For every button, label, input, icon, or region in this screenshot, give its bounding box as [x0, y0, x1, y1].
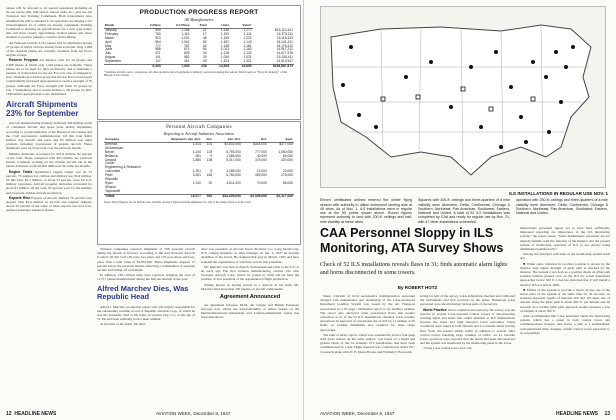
table-cell: 29: [202, 55, 207, 60]
caption-columns: [320, 198, 608, 222]
paragraph: "Some CAA control tower and com-: [423, 346, 473, 351]
table-cell: 1,142: [243, 51, 252, 56]
table-cell: March: [105, 35, 115, 40]
table-footnote: Notes: Beech figures do not include Jan. and Mar. Aeronca figures include shipment of L-16s to the Army which cost $11 each.: [104, 199, 252, 204]
paragraph: Widely known as having served as a director in his field, Mr. Marchev held more than 100 patents on aircraft components.: [201, 282, 299, 291]
paragraph: planes will be devoted to 22 special squadrons including an air-sea rescue unit, helicopters, liaison units, etc., plus the Air Transport and Training Commands. Both replacement rates submitted the ATC's standard C-54 operations are Boeing C-97 Stratofreighters 15 of which are already completed. Training Command is drawing up specifications for a new type trainer that will most closely approximate tactical planes and allow students to practice gunnery, rocketry and bombing.: [6, 6, 92, 40]
table-cell: 932: [202, 194, 213, 198]
table-cell: 1,050,000: [278, 149, 293, 154]
column-header: Shipments Jan.-Oct.: [157, 138, 202, 142]
table-cell: 1,085,000: [226, 153, 241, 158]
table-cell: $15,110,421: [274, 27, 293, 32]
paragraph-text: Exports of aircraft climbed 76 percent over August with $2.4 million in aircraft and engines shipped. About 65 percent of the value of these exports was new four-engined passenger transport planes.: [6, 195, 92, 213]
table-cell: Luscombe: [105, 169, 121, 174]
column-header: Value*: [230, 24, 253, 28]
column-header: Company: [104, 138, 157, 142]
bullet-text: Failure of the system to provide a check on any one of the seven parts of the system at the same time for 30 seconds. At standard approach speeds of between 100 and 125 mph, rate of descent along the glide path is about 600 ft. per minute and 30 seconds on a normal glide path approach would represent a loss of altitude of about 300 ft.: [520, 287, 610, 313]
paragraph: An agreement between KLM, Air Lingus and British European Airways now allows the interavailability of airline tickets on the Dublin-Manchester-Amsterdam and London-Amsterdam routes has been announced.: [201, 302, 299, 320]
column-header: Total: [190, 24, 207, 28]
table-cell: Beech: [105, 149, 115, 154]
table-cell: 1,140: [192, 149, 201, 154]
paragraph-text: Air Reserve calls for 34 groups and 2,368 planes of which only 1,244 planes are available. These planes are to be used for pilot proficiency and to maintain a nucleus of trained men for the Air Force in case of emergency. Gen. Vandenberg told that group that the Air Force would need a substantially increased appropriation to reach a strength of 70 groups. Although Air Force strength will reach 55 groups by Jan. 1 Vandenberg said it would decline to 48 groups by mid-1948 unless appropriations were maintained.: [6, 58, 92, 97]
table-cell: 14,913,517: [276, 59, 293, 64]
left-page: [0, 0, 304, 420]
table-cell: 1,148: [220, 43, 230, 48]
table-cell: 379,000: [254, 157, 267, 162]
section-label: HEADLINE NEWS: [14, 411, 57, 417]
table-cell: 22: [208, 180, 213, 185]
paragraph: munications personnel appear not to have been sufficiently impressed regarding the importance of the ILS monitoring system," the report stated. "Some maintenance personnel are not entirely familiar with the function of the monitor and the present system of monitoring operation of ILS is not always being administered satisfactorily.": [520, 226, 610, 252]
table-cell: 103: [206, 149, 213, 154]
table-cell: 1,163: [243, 47, 252, 52]
table-cell: 52: [202, 39, 207, 44]
table-cell: 420,000: [281, 157, 293, 162]
table-cell: 1,301: [192, 169, 201, 174]
paragraph: Sharp criticism of Civil Aeronautics Administration personnel charged with maintenance and monitoring of the CAA-sponsored Instrument Landing System was issued by the Air Transport Association in a 63 page confidential report to its member airlines. The report also disclosed some operational flaws that require correction at 31 of the 52 ILS installations checked. CAA recently announced its approval of operational use of ILS by 11 airlines at 45 fields on weather minimums now required for radio range approaches.: [320, 294, 415, 332]
table-cell: 14,677,976: [276, 51, 293, 56]
byline: By ROBERT HOTZ: [397, 285, 438, 290]
table-cell: Republic: [105, 177, 118, 182]
table-cell: 40,000: [256, 153, 267, 158]
table-cell: 14,917,212: [276, 47, 293, 52]
table-cell: 1,221: [243, 35, 252, 40]
table-cell: 1,160: [220, 35, 230, 40]
table-cell: 9: [210, 169, 213, 174]
table-title: PRODUCTION PROGRESS REPORT: [139, 9, 259, 16]
article-headline: Alfred Marchev Dies, Was Republic Head: [97, 283, 189, 302]
table-cell: 1,187: [220, 39, 230, 44]
table-cell: 909: [155, 27, 161, 32]
table-cell: September: [105, 59, 122, 64]
table-subtitle: All Manufacturers: [184, 17, 214, 22]
table-cell: $318,000: [253, 141, 267, 146]
table-cell: June: [105, 47, 113, 52]
paragraph-text: September's engine output was up 75 percent, 70 engines for civilian and military use $5.9 million. Of this total, $2.7 million, or about 31 percent, were for U.S. military customers. Aircraft propeller deliveries accounted for about $1 million. Of the total, 95 percent were for the military and 5 percent civilian aircraft production.: [6, 169, 92, 195]
table-footnote: * Includes aircraft, parts, conversions, all other products and all payments to military contractors during that period. Table based on "Facts for Industry" of the Bureau of the Census.: [104, 69, 287, 78]
us-outline: [331, 25, 591, 175]
table-cell: 588: [155, 47, 161, 52]
caption-col: Eleven certificated airlines entered the winter flying season with authority to utilize instrument landing aids at 45 cities. As of Nov. 1, ILS installations were in regular use at the 59 points shown above. Round figures represent authority to land with 200-ft. ceilings and half-mile visibility at these cities.: [320, 198, 412, 224]
table-cell: 1,423: [220, 59, 230, 64]
table-cell: 964: [155, 39, 161, 44]
table-cell: 275,000: [281, 173, 293, 178]
column-header: Jan.-Oct.: [213, 138, 242, 142]
table-cell: $3,631,000: [224, 141, 241, 146]
table-cell: 1,143: [243, 39, 252, 44]
table-cell: 1,148: [220, 27, 230, 32]
article-headline: Aircraft Shipments 23% for September: [6, 100, 79, 119]
production-table: [104, 24, 294, 69]
left-col-3: [201, 247, 299, 407]
table-cell: August: [105, 55, 116, 60]
table-cell: 674: [183, 47, 190, 52]
bullet-item: ■ While some variation in localizer position is shown by the monitor only signal strength of glide path is checked by the monitor. The present CAA devices a positive check on glide path position without ground crew on the ILS for actual instrument approaches below 300 ft. CAA has indicated that it will install a monitor ILS not before 1948.: [520, 261, 610, 287]
table-cell: 70,000: [256, 180, 267, 185]
table-cell: April: [105, 39, 112, 44]
table-cell: 39: [202, 59, 207, 64]
column-header: Oct.: [242, 138, 268, 142]
paragraph: Military deliveries accounted for $37.8 million, 82 percent of the total. These compared with $23 million the previous month. Complete working on the civilian aircraft ran in the planes delivered worth $249.6 million in the same six months.: [6, 151, 92, 169]
inline-heading: Engine Totals: [9, 169, 33, 174]
paragraph: acting for half of the survey. CAA technicians checked and calibrated the instruments and ILS receivers in the plane. Numerous CAA personnel were aboard during various parts of the survey.: [420, 294, 515, 307]
paragraph: chev was president of Aircraft Screw Products Co., Long Island City, N.Y. Joining Republic as sales manager on Jan. 1, 1937 he became chairman of the board. He resigned that post in March, 1945 and later founded the organization of which he was its first president.: [201, 247, 299, 264]
table-cell: 1,026: [220, 55, 230, 60]
paragraph: ATA recommended that CAA personnel check the monitoring system, which has a panel in both control tower and communications stations, and devise a plan at a standardized, well-publicized time; delegate certain control tower personnel to be responsible: [520, 314, 610, 335]
table-cell: 34: [202, 51, 207, 56]
table-cell: 777: [155, 43, 161, 48]
table-cell: 1,880: [192, 157, 201, 162]
paragraph: In addition, 146 civilian sales were reported, bringing the total of 11,717 planes manufactured during the first ten months of the year.: [97, 273, 195, 282]
table-cell: $34,009,000: [213, 194, 242, 198]
table-cell: 1,321: [243, 59, 252, 64]
column-header: 2-Place: [138, 24, 162, 28]
table-cell: 55,000: [282, 180, 293, 185]
table-cell: Taylorcraft: [105, 188, 121, 193]
table-cell: 451: [183, 59, 190, 64]
table-subtitle: Reporting to Aircraft Industries Association: [163, 131, 235, 136]
table-cell: 17: [202, 31, 207, 36]
table-cell: January: [105, 27, 117, 32]
column-header: Month: [104, 24, 138, 28]
left-col-2: [97, 247, 195, 407]
page-footer: [6, 411, 298, 417]
column-header: 3-4 Place: [162, 24, 191, 28]
table-cell: Cessna: [105, 157, 117, 162]
right-col-3: [520, 226, 610, 406]
paragraph: [420, 308, 515, 346]
right-page: [306, 0, 616, 420]
article-headline: Agreement Announced: [219, 294, 281, 301]
left-col-1: [6, 6, 92, 406]
table-cell: 471: [155, 51, 161, 56]
table-cell: Stinson: [105, 184, 116, 189]
table-cell: Totals: [104, 194, 157, 198]
table-cell: 6,793,000: [226, 149, 241, 154]
issue-date: AVIATION WEEK, December 8, 1947: [320, 411, 395, 416]
paragraph: Mr. Marchev was born in Zurich, Switzerland and came to the U.S. at an early age. His first aviation manufacturing venture was with Seversky Aircraft Corp. which he joined in 1936 and he held the position of vice president of the organization's flight production.: [201, 264, 299, 282]
production-progress-box: [97, 5, 301, 120]
table-cell: 1,021: [243, 55, 252, 60]
table-cell: 147: [155, 59, 161, 64]
table-cell: 1,042: [181, 39, 190, 44]
table-cell: 60,000: [282, 153, 293, 158]
table-cell: 1,181: [243, 43, 252, 48]
table-cell: 6,405: [138, 65, 162, 69]
paragraph: At the time of his death, Mr. Mar-: [100, 322, 146, 327]
personal-aircraft-box: [97, 121, 301, 245]
table-cell: 1,158: [181, 27, 190, 32]
table-cell: 141: [155, 55, 161, 60]
paragraph: Aircraft manufacturing industry delivered 346 million worth of completed aircraft and spare parts during September, according to a joint tabulation of the Bureau of the Census and the Civil Aeronautics Administration. Of this total $46.9 million was aircraft and parts and $5 million was other products including conversions of surplus aircraft. These shipments were up 23 percent over the previous month.: [6, 121, 92, 151]
issue-date: AVIATION WEEK, December 8, 1947: [156, 411, 231, 416]
table-cell: 1,111: [243, 31, 252, 36]
table-cell: 48: [202, 35, 207, 40]
table-cell: 639: [183, 51, 190, 56]
table-cell: 1,031: [181, 35, 190, 40]
table-cell: $2,005,000: [242, 194, 268, 198]
table-cell: 582: [183, 55, 190, 60]
table-cell: 101: [206, 141, 213, 146]
column-header: Units: [208, 24, 231, 28]
table-cell: 409,000: [254, 173, 267, 178]
table-cell: 1,140: [192, 180, 201, 185]
column-header: Sept.: [268, 138, 294, 142]
us-map-graphic: [321, 7, 605, 187]
paragraph: [6, 58, 92, 96]
table-cell: 1,414: [192, 141, 201, 146]
table-cell: 1,128: [220, 51, 230, 56]
table-cell: 281: [195, 153, 201, 158]
right-col-2: [420, 294, 515, 406]
table-cell: 4,811,000: [226, 180, 241, 185]
table-cell: 21: [202, 27, 207, 32]
table-cell: Culver: [105, 161, 115, 166]
main-headline: CAA Personnel Sloppy in ILS Monitoring, ATA Survey Shows: [320, 226, 504, 255]
table-cell: 54: [202, 47, 207, 52]
table-cell: 108: [206, 157, 213, 162]
table-cell: Ryan: [105, 180, 113, 185]
table-cell: 1,277: [243, 27, 252, 32]
table-cell: $377,000: [279, 141, 293, 146]
table-cell: 163: [206, 173, 213, 178]
table-cell: 15,650: [230, 65, 253, 69]
personal-aircraft-table: [104, 138, 294, 199]
page-number: 12: [6, 411, 12, 417]
page-footer: [320, 411, 610, 417]
inline-heading: Exports Rise: [9, 195, 31, 200]
table-cell: February: [105, 31, 119, 36]
table-cell: $2,317,000: [268, 194, 294, 198]
caption-col: Squares with 300-ft. ceilings and three-quarters of a mile visibility were Aberdeen, Delta, Continental, Chicago & Southern, Northeast, Pan American, Southwest, Eastern, National and United. A total of 52 ILS installations was completed by CAA and ready for regular use by Nov. 21, with 47 other installations scheduled.: [418, 198, 510, 224]
table-cell: 15,118,123: [276, 35, 293, 40]
headline-deck: Check of 52 ILS installations reveals flaws in 31; finds automatic alarm lights and horns disconnected in some towers.: [320, 262, 508, 276]
inline-heading: Worst Practice: [423, 307, 447, 312]
table-cell: 923: [155, 35, 161, 40]
table-cell: 6,780,000: [226, 173, 241, 178]
table-cell: 20,000: [282, 169, 293, 174]
bullet-item: ■ Failure of the system to provide a check on any one of the seven parts of the system at the same time for 30 seconds. At standard approach speeds of between 100 and 125 mph, rate of descent along the glide path is about 600 ft. per minute and 30 seconds on a normal glide path approach would represent a loss of altitude of about 300 ft.: [520, 287, 610, 313]
page-number: 13: [604, 411, 610, 417]
table-cell: 9: [210, 153, 213, 158]
table-cell: Aeronca: [105, 141, 118, 146]
paragraph: Air National Guard's 3,212 planes will be distributed among 27 groups of which 16 have already been activated. Only 2,084 of the required planes are currently available from Air Force surplus storage.: [6, 40, 92, 58]
right-col-1: [320, 294, 415, 406]
table-cell: 16,141,221: [276, 39, 293, 44]
ils-map: [320, 6, 606, 188]
table-cell: Bellanca: [105, 153, 118, 158]
table-cell: 760: [155, 31, 161, 36]
table-cell: 14,373,211: [276, 31, 293, 36]
table-cell: 1,193: [220, 31, 230, 36]
section-label: HEADLINE NEWS: [556, 411, 598, 417]
paragraph: Thirteen companies reported shipments of 798 personal aircraft during the month of October, according to the AIA Personal Aircraft Council. Of this total 105 were two-place and 179 were three and four-place with a total value of $3,934,000. These shipments dropped 17 percent below the previous month, reflecting a combination of seasonal decline and falling off of demand.: [97, 247, 195, 273]
table-cell: 3,185,000: [226, 169, 241, 174]
table-cell: May: [105, 43, 112, 48]
table-cell: 16,176,412: [276, 43, 293, 48]
table-cell: 15,108,411: [276, 55, 293, 60]
table-cell: 13,525: [208, 65, 231, 69]
caption-col: operation with 250-ft. ceilings and three-quarters of a mile visibility were Aberdeen, Delta, Continental, Chicago & Southern, Northeast, Pan American, Southwest, Eastern, National and United.: [516, 198, 608, 216]
paragraph-text: Worst condition uncovered by the survey was the practice in several CAA-operated control towers of disconnecting warning lights and horns that called attention to ILS malfunctions because the noise and light annoyed tower personnel. These conditions were found at both Newark and La Guardia fields serving New York, the busiest airline traffic in addition to several other control towers handling large volumes of traffic. At La Guardia tower, operators were reported that the alarm had been disconnected and the system was monitored by the monitoring panel in the tower.: [420, 307, 515, 346]
table-cell: 7,035: [162, 65, 191, 69]
map-caption-title: ILS INSTALLATIONS IN REGULAR USE NOV. 1: [509, 191, 608, 196]
table-cell: 1,013: [220, 47, 230, 52]
paragraph: [6, 196, 92, 213]
table-cell: $158,887,674: [253, 65, 294, 69]
paragraph: The bulk of ATA's report, which was considerably from a four-page ATA press release on the same subject, was based on a flight and ground check of the 52 domestic ILS installations that have been commissioned by CAA. Flight research was conducted in ATA's DC-3 research plane with W. E. Dunn-Brooks and William T. Bosworth.: [320, 332, 415, 354]
table-cell: 3,281: [192, 173, 201, 178]
table-cell: 12,000: [256, 169, 267, 174]
paragraph: Alfred J. Marchev, production expert who was largely responsible for the outstanding wartime record of Republic Aviation Corp. of which he was the president, died at his home in Garden City, L.I., at the age of 51. He had been suffering from a heart ailment.: [97, 304, 195, 322]
table-cell: Piper: [105, 173, 113, 178]
table-cell: All American: [105, 145, 124, 150]
table-cell: 42: [202, 43, 207, 48]
paragraph: Among the principal criticisms of the monitoring system itself are:: [520, 252, 610, 261]
paragraph: [6, 170, 92, 195]
table-cell: 787: [183, 43, 190, 48]
table-cell: Engineering & Research: [105, 165, 141, 170]
column-header: Oct.: [202, 138, 213, 142]
table-cell: 15,077: [157, 194, 202, 198]
map-caption: [320, 192, 608, 222]
bullet-text: While some variation in localizer position is shown by the monitor only signal strength of glide path is checked by the monitor. The present CAA devices a positive check on glide path position without ground crew on the ILS for actual instrument approaches below 300 ft. CAA has indicated that it will install a monitor ILS not before 1948.: [520, 261, 610, 287]
inline-heading: Reserve Program: [9, 58, 38, 63]
table-title: Personal Aircraft Companies: [166, 125, 232, 130]
table-cell: 238: [190, 65, 207, 69]
table-cell: July: [105, 51, 111, 56]
table-cell: 5,217,000: [226, 157, 241, 162]
table-cell: 777,000: [254, 149, 267, 154]
table-cell: 1,116: [181, 31, 190, 36]
